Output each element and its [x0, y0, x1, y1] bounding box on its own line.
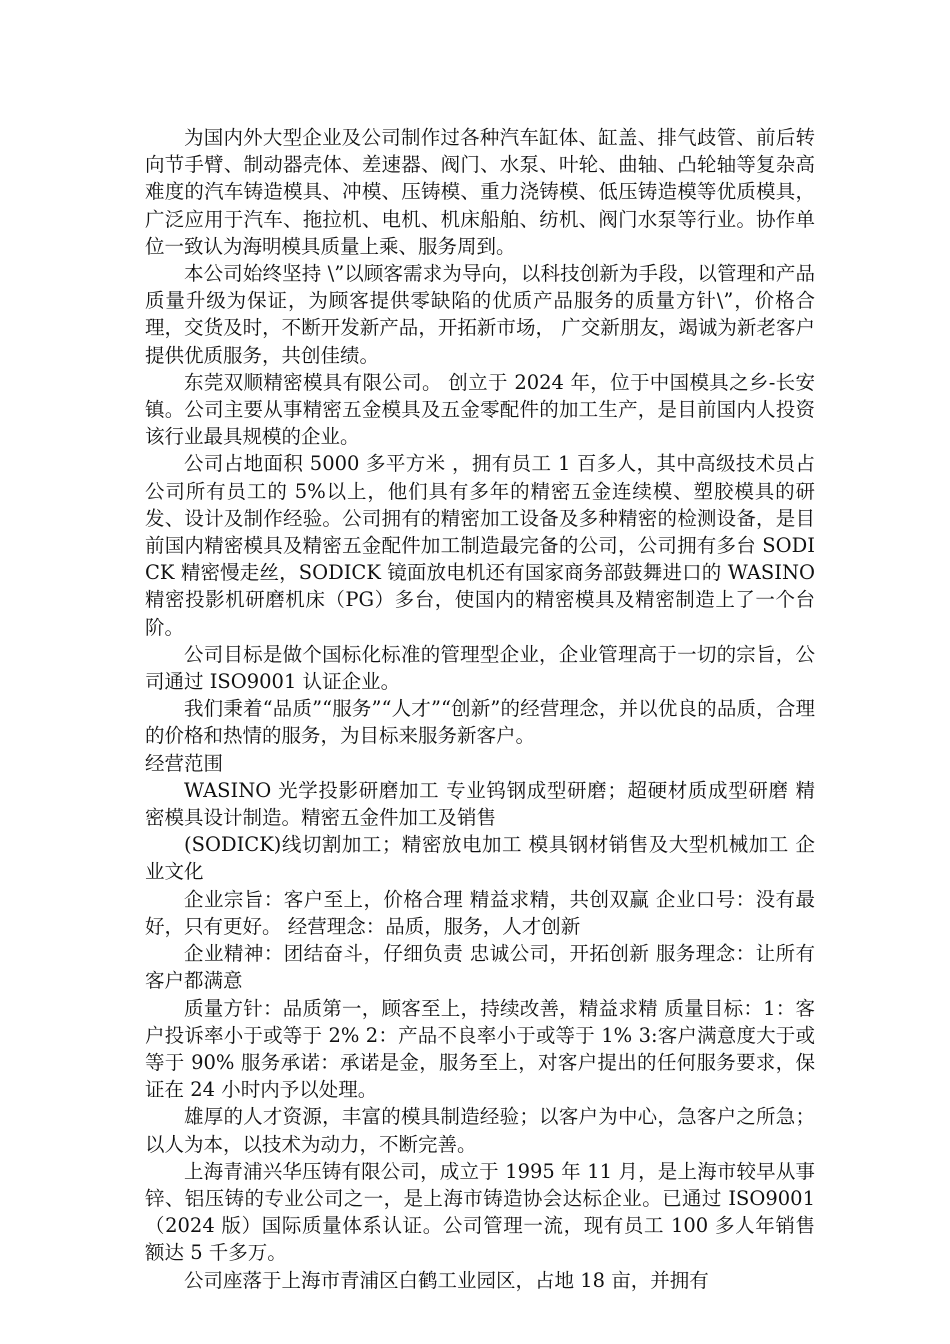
section-heading-business-scope: 经营范围: [145, 751, 224, 775]
paragraph-11: 质量方针：品质第一，顾客至上，持续改善，精益求精 质量目标：1：客户投诉率小于或等于 2% 2：产品不良率小于或等于 1% 3:客户满意度大于或等于 90% 服务承诺：承诺是金，服务至上，对客户提出的任何服务要求，保证在 24 小时内予以处理。: [145, 996, 815, 1102]
paragraph-9: 企业宗旨：客户至上，价格合理 精益求精，共创双赢 企业口号：没有最好，只有更好。 经营理念：品质，服务，人才创新: [145, 887, 815, 938]
paragraph-8: (SODICK)线切割加工；精密放电加工 模具钢材销售及大型机械加工 企业文化: [145, 833, 815, 884]
paragraph-13: 上海青浦兴华压铸有限公司，成立于 1995 年 11 月，是上海市较早从事锌、铝压铸的专业公司之一，是上海市铸造协会达标企业。已通过 ISO9001（2024 版）国际质量体系认证。公司管理一流，现有员工 100 多人年销售额达 5 千多万。: [145, 1159, 815, 1265]
paragraph-6: 我们秉着“品质”“服务”“人才”“创新”的经营理念，并以优良的品质，合理的价格和热情的服务，为目标来服务新客户。: [145, 697, 815, 748]
paragraph-12: 雄厚的人才资源，丰富的模具制造经验；以客户为中心，急客户之所急；以人为本，以技术为动力，不断完善。: [145, 1105, 815, 1156]
paragraph-4: 公司占地面积 5000 多平方米 ，拥有员工 1 百多人，其中高级技术员占公司所有员工的 5%以上，他们具有多年的精密五金连续模、塑胶模具的研发、设计及制作经验。公司拥有的精密加工设备及多种精密的检测设备，是目前国内精密模具及精密五金配件加工制造最完备的公司，公司拥有多台 SODICK 精密慢走丝，SODICK 镜面放电机还有国家商务部鼓舞进口的 WASINO 精密投影机研磨机床（PG）多台，使国内的精密模具及精密制造上了一个台阶。: [145, 452, 815, 639]
paragraph-3: 东莞双顺精密模具有限公司。 创立于 2024 年，位于中国模具之乡-长安镇。公司主要从事精密五金模具及五金零配件的加工生产，是目前国内人投资该行业最具规模的企业。: [145, 370, 815, 449]
document-body: [145, 124, 815, 1294]
paragraph-10: 企业精神：团结奋斗，仔细负责 忠诚公司，开拓创新 服务理念：让所有客户都满意: [145, 942, 815, 993]
paragraph-2: 本公司始终坚持 \”以顾客需求为导向，以科技创新为手段，以管理和产品质量升级为保证，为顾客提供零缺陷的优质产品服务的质量方针\”，价格合理，交货及时，不断开发新产品，开拓新市场， 广交新朋友，竭诚为新老客户提供优质服务，共创佳绩。: [145, 262, 815, 367]
paragraph-5: 公司目标是做个国标化标准的管理型企业，企业管理高于一切的宗旨，公司通过 ISO9001 认证企业。: [145, 642, 815, 694]
paragraph-1: 为国内外大型企业及公司制作过各种汽车缸体、缸盖、排气歧管、前后转向节手臂、制动器壳体、差速器、阀门、水泵、叶轮、曲轴、凸轮轴等复杂高难度的汽车铸造模具、冲模、压铸模、重力浇铸模、低压铸造模等优质模具，广泛应用于汽车、拖拉机、电机、机床船舶、纺机、阀门水泵等行业。协作单位一致认为海明模具质量上乘、服务周到。: [145, 126, 815, 258]
paragraph-7: WASINO 光学投影研磨加工 专业钨钢成型研磨；超硬材质成型研磨 精密模具设计制造。精密五金件加工及销售: [145, 778, 815, 830]
paragraph-14: 公司座落于上海市青浦区白鹤工业园区，占地 18 亩，并拥有: [184, 1268, 709, 1292]
